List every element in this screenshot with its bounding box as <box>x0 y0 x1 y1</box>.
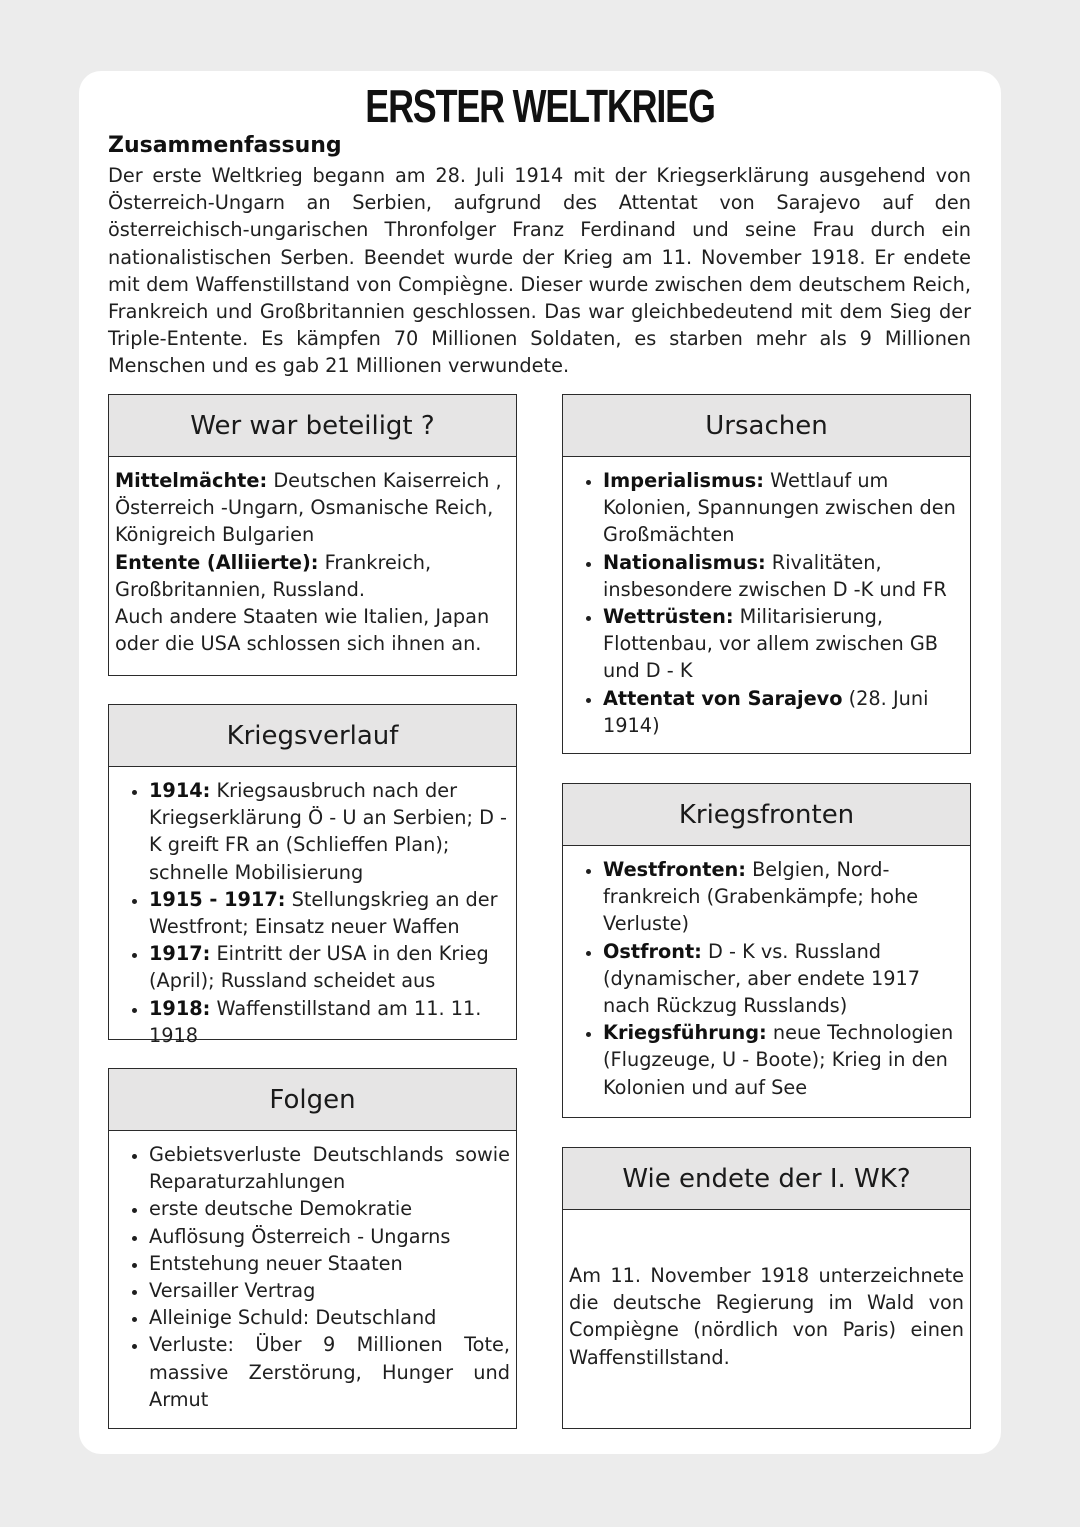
list-item: • erste deutsche Demokratie <box>149 1195 510 1222</box>
item-label: 1917: <box>149 942 211 966</box>
folgen-heading: Folgen <box>109 1069 516 1131</box>
item-label: Ostfront: <box>603 939 702 963</box>
ende-text: Am 11. November 1918 unterzeichnete die deutsche Regierung im Wald von Compiègne (nördlich von Paris) einen Waffenstillstand. <box>569 1264 964 1369</box>
other-states: Auch andere Staaten wie Italien, Japan oder die USA schlossen sich ihnen an. <box>115 605 490 656</box>
box-kriegsverlauf <box>108 704 517 1047</box>
item-label: Westfronten: <box>603 858 746 881</box>
item-text: Waffenstillstand am 11. 11. 1918 <box>149 996 482 1047</box>
box-ende <box>562 1147 971 1429</box>
ursachen-list <box>569 467 964 739</box>
box-ursachen <box>562 394 971 754</box>
list-item: • Gebietsverluste Deutschlands sowie Reparaturzahlungen <box>149 1141 510 1195</box>
ursachen-body <box>563 457 970 745</box>
list-item: • Auflösung Österreich - Ungarns <box>149 1223 510 1250</box>
page-title: ERSTER WELTKRIEG <box>365 80 715 132</box>
box-folgen <box>108 1068 517 1429</box>
item-label: 1915 - 1917: <box>149 887 286 911</box>
list-item <box>149 777 510 886</box>
item-text: Militarisierung, Flottenbau, vor allem zwischen GB und D - K <box>603 605 939 683</box>
item-label: Nationalismus: <box>603 550 766 574</box>
item-label: Imperialismus: <box>603 469 764 492</box>
kriegsfronten-heading: Kriegsfronten <box>563 784 970 846</box>
list-item <box>603 856 964 938</box>
item-text: Rivalitäten, insbesondere zwischen D -K und FR <box>603 550 947 601</box>
summary-text: Der erste Weltkrieg begann am 28. Juli 1914 mit der Kriegserklärung ausgehend von Österreich-Ungarn an Serbien, aufgrund des Attentat von Sarajevo auf den österreichisch-ungarischen Thronfolger Franz Ferdinand und seine Frau durch ein nationalistischen Serben. Beendet wurde der Krieg am 11. November 1918. Er endete mit dem Waffenstillstand von Compiègne. Dieser wurde zwischen dem deutschem Reich, Frankreich und Großbritannien geschlossen. Das war gleichbedeutend mit dem Sieg der Triple-Entente. Es kämpfen 70 Millionen Soldaten, es starben mehr als 9 Millionen Menschen und es gab 21 Millionen verwundete. <box>108 164 971 378</box>
list-item: • Versailler Vertrag <box>149 1277 510 1304</box>
ursachen-heading: Ursachen <box>563 395 970 457</box>
entente-label: Entente (Alliierte): <box>115 550 319 574</box>
list-item <box>149 940 510 994</box>
item-text: Kriegsausbruch nach der Kriegserklärung Ö - U an Serbien; D - K greift FR an (Schlieffen Plan); schnelle Mobilisierung <box>149 779 508 884</box>
item-text: D - K vs. Russland (dynamischer, aber endete 1917 nach Rückzug Russlands) <box>603 939 921 1018</box>
box-beteiligt <box>108 394 517 676</box>
folgen-body <box>109 1131 516 1419</box>
list-item <box>149 995 510 1049</box>
item-label: 1918: <box>149 996 211 1020</box>
mittelmaechte-label: Mittelmächte: <box>115 469 268 492</box>
list-item <box>603 685 964 739</box>
item-text: (28. Juni 1914) <box>603 686 929 737</box>
mittelmaechte-line <box>115 467 510 549</box>
kriegsverlauf-body <box>109 767 516 1055</box>
item-label: Attentat von Sarajevo <box>603 686 843 710</box>
list-item <box>603 549 964 603</box>
entente-line <box>115 549 510 603</box>
kriegsverlauf-heading: Kriegsverlauf <box>109 705 516 767</box>
list-item <box>603 467 964 549</box>
item-text: Wettlauf um Kolonien, Spannungen zwischen den Großmächten <box>603 469 956 547</box>
list-item: • Entstehung neuer Staaten <box>149 1250 510 1277</box>
beteiligt-body <box>109 457 516 663</box>
list-item: • Alleinige Schuld: Deutschland <box>149 1304 510 1331</box>
item-label: 1914: <box>149 779 211 802</box>
kriegsverlauf-list <box>115 777 510 1049</box>
item-text: neue Technologien (Flugzeuge, U - Boote); Krieg in den Kolonien und auf See <box>603 1021 954 1099</box>
entente-text: Frankreich, Großbritannien, Russland. <box>115 550 432 601</box>
summary-heading: Zusammenfassung <box>108 133 342 158</box>
beteiligt-heading: Wer war beteiligt ? <box>109 395 516 457</box>
item-label: Wettrüsten: <box>603 605 734 629</box>
list-item <box>603 938 964 1020</box>
item-text: Stellungskrieg an der Westfront; Einsatz neuer Waffen <box>149 887 498 939</box>
folgen-list <box>115 1141 510 1413</box>
kriegsfronten-list <box>569 856 964 1101</box>
item-label: Kriegsführung: <box>603 1021 767 1045</box>
list-item <box>603 603 964 685</box>
ende-heading: Wie endete der I. WK? <box>563 1148 970 1210</box>
item-text: Belgien, Nord-frankreich (Grabenkämpfe; hohe Verluste) <box>603 858 919 936</box>
kriegsfronten-body <box>563 846 970 1107</box>
list-item <box>149 886 510 940</box>
box-kriegsfronten <box>562 783 971 1118</box>
list-item: • Verluste: Über 9 Millionen Tote, massive Zerstörung, Hunger und Armut <box>149 1331 510 1413</box>
mittelmaechte-text: Deutschen Kaiserreich , Österreich -Ungarn, Osmanische Reich, Königreich Bulgarien <box>115 469 502 547</box>
item-text: Eintritt der USA in den Krieg (April); Russland scheidet aus <box>149 942 489 993</box>
list-item <box>603 1019 964 1101</box>
